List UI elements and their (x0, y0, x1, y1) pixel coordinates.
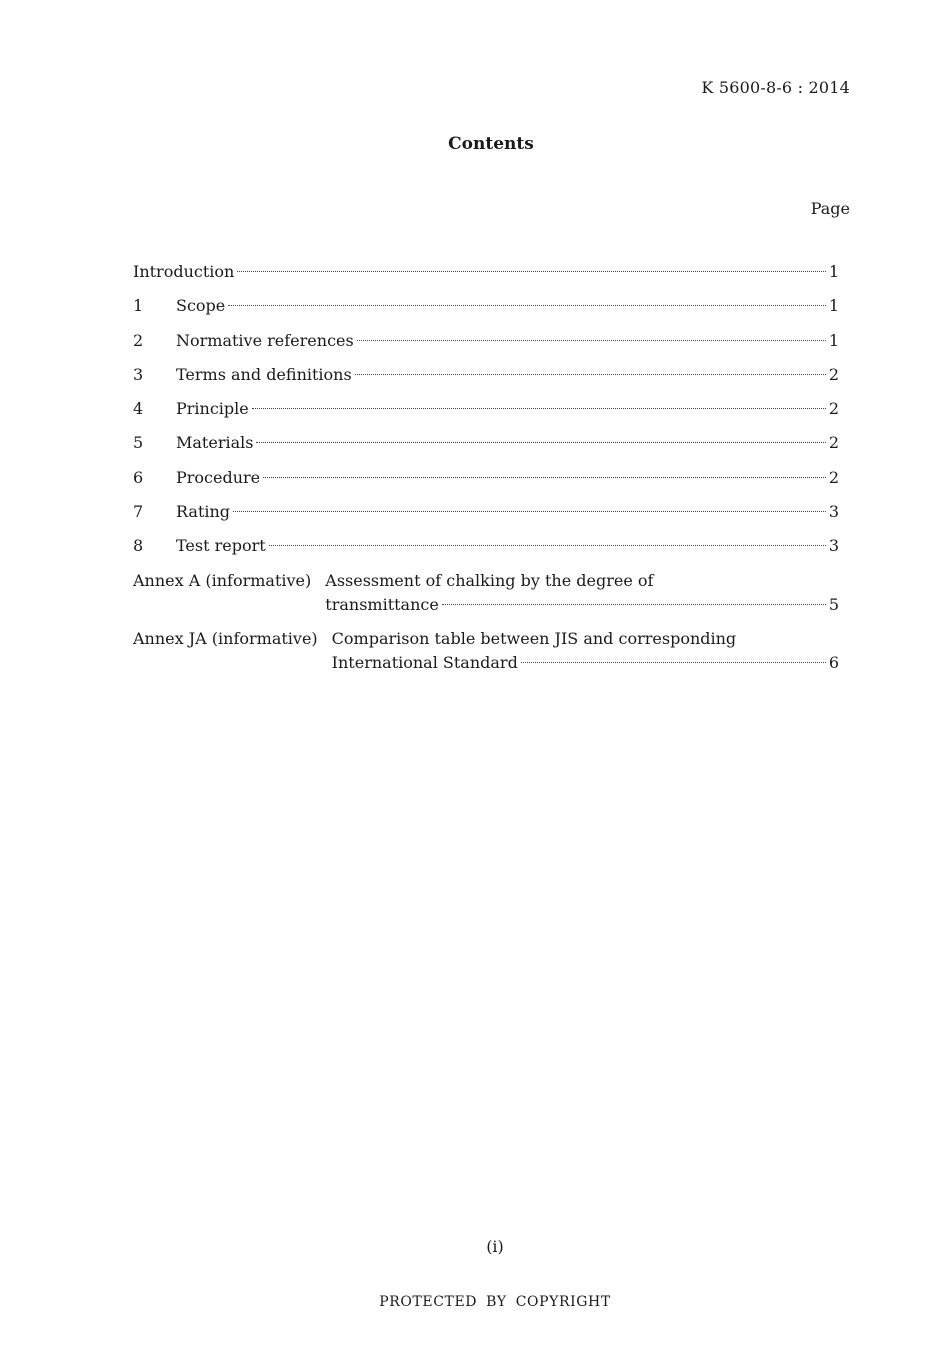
page-number: (i) (486, 1237, 504, 1256)
toc-entry-terms-and-definitions[interactable] (133, 365, 839, 399)
toc-entry-number: 5 (133, 433, 144, 453)
annex-label: Annex A (informative) (133, 570, 312, 590)
toc-entry-title: Materials (176, 433, 254, 453)
dot-leader (228, 305, 826, 306)
annex-title-line: International Standard (331, 652, 518, 672)
dot-leader (263, 477, 826, 478)
annex-title-line: Comparison table between JIS and corresponding (331, 628, 737, 648)
dot-leader (269, 545, 826, 546)
toc-entry-page: 2 (828, 467, 839, 487)
toc-entry-number: 1 (133, 296, 144, 316)
dot-leader (252, 408, 826, 409)
toc-entry-title: Test report (176, 536, 266, 556)
toc-entry-procedure[interactable] (133, 468, 839, 502)
toc-entry-introduction[interactable] (133, 262, 839, 296)
toc-entry-test-report[interactable] (133, 536, 839, 570)
toc-entry-principle[interactable] (133, 399, 839, 433)
toc-entry-page: 1 (828, 330, 839, 350)
dot-leader (357, 340, 826, 341)
table-of-contents (133, 262, 839, 685)
annex-title-line: transmittance (325, 594, 439, 614)
toc-entry-page: 6 (828, 652, 839, 672)
toc-entry-title: Procedure (176, 467, 261, 487)
toc-entry-number: 7 (133, 502, 144, 522)
toc-entry-page: 2 (828, 399, 839, 419)
page-title: Contents (448, 134, 534, 154)
toc-entry-number: 4 (133, 399, 144, 419)
toc-entry-title: Terms and definitions (176, 364, 352, 384)
toc-entry-materials[interactable] (133, 433, 839, 467)
toc-entry-page: 2 (828, 364, 839, 384)
dot-leader (521, 662, 826, 663)
toc-entry-page: 3 (828, 536, 839, 556)
annex-title-line: Assessment of chalking by the degree of (325, 570, 654, 590)
dot-leader (233, 511, 826, 512)
dot-leader (256, 442, 825, 443)
toc-entry-page: 1 (828, 262, 839, 281)
document-id: K 5600-8-6 : 2014 (701, 78, 850, 97)
toc-entry-number: 2 (133, 330, 144, 350)
annex-label: Annex JA (informative) (133, 628, 318, 648)
toc-entry-title: Rating (176, 502, 231, 522)
toc-entry-number: 6 (133, 467, 144, 487)
toc-entry-page: 1 (828, 296, 839, 316)
dot-leader (355, 374, 826, 375)
copyright-notice: PROTECTED BY COPYRIGHT (379, 1294, 611, 1310)
toc-entry-page: 5 (828, 594, 839, 614)
toc-entry-annex-a[interactable] (133, 569, 839, 617)
toc-entry-title: Introduction (133, 262, 235, 281)
dot-leader (237, 271, 825, 272)
dot-leader (442, 604, 826, 605)
toc-entry-page: 3 (828, 502, 839, 522)
toc-entry-title: Scope (176, 296, 226, 316)
toc-entry-rating[interactable] (133, 502, 839, 536)
toc-entry-title: Principle (176, 399, 249, 419)
toc-entry-annex-ja[interactable] (133, 627, 839, 675)
toc-entry-normative-references[interactable] (133, 331, 839, 365)
toc-entry-title: Normative references (176, 330, 354, 350)
toc-entry-scope[interactable] (133, 296, 839, 330)
toc-entry-page: 2 (828, 433, 839, 453)
page-column-label: Page (810, 199, 850, 218)
toc-entry-number: 8 (133, 536, 144, 556)
toc-entry-number: 3 (133, 364, 144, 384)
